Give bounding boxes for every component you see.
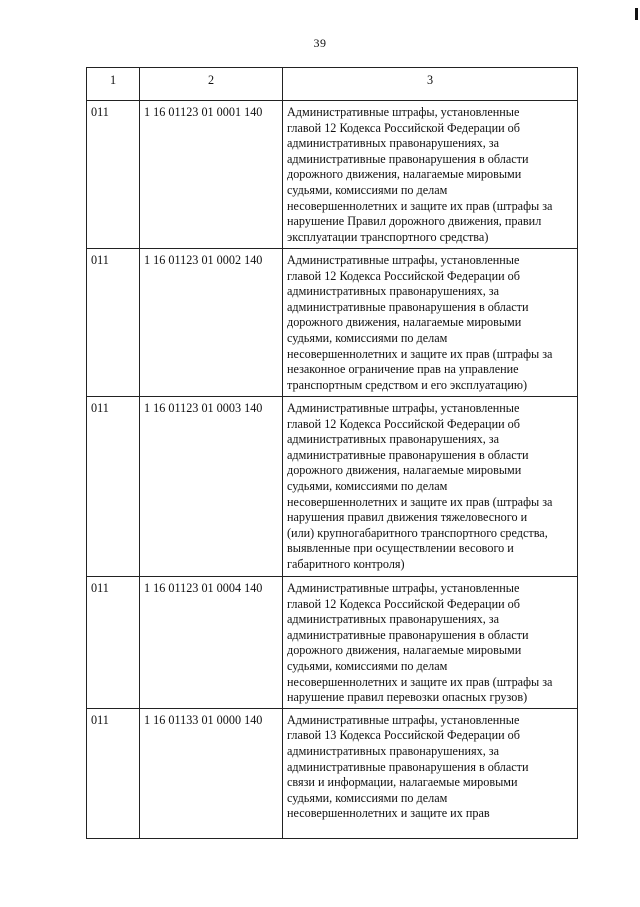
description-line: Административные штрафы, установленные bbox=[287, 401, 520, 415]
description-line: административные правонарушения в области bbox=[287, 447, 529, 462]
row-description bbox=[283, 249, 578, 397]
description-line: Административные штрафы, установленные bbox=[287, 712, 520, 727]
description-line: нарушение Правил дорожного движения, правил bbox=[287, 214, 542, 229]
description-line: административные правонарушения в области bbox=[287, 299, 529, 314]
description-line: несовершеннолетних и защите их прав (штрафы за bbox=[287, 494, 553, 509]
table-header-row bbox=[87, 68, 578, 101]
description-line: административных правонарушениях, за bbox=[287, 432, 500, 447]
description-line: габаритного контроля) bbox=[287, 556, 405, 571]
description-line: административные правонарушения в области bbox=[287, 759, 529, 774]
row-kbk: 1 16 01123 01 0002 140 bbox=[140, 249, 283, 397]
row-kbk: 1 16 01123 01 0004 140 bbox=[140, 577, 283, 709]
row-code: 011 bbox=[87, 101, 140, 249]
table-row bbox=[87, 101, 578, 249]
description-line: эксплуатации транспортного средства) bbox=[287, 229, 489, 244]
description-line: главой 12 Кодекса Российской Федерации об bbox=[287, 416, 520, 431]
description-line: несовершеннолетних и защите их прав (штрафы за bbox=[287, 346, 553, 361]
header-col-1: 1 bbox=[87, 68, 140, 101]
budget-codes-table bbox=[86, 67, 578, 839]
description-line: главой 12 Кодекса Российской Федерации об bbox=[287, 596, 520, 611]
description-line: дорожного движения, налагаемые мировыми bbox=[287, 315, 522, 330]
row-code: 011 bbox=[87, 708, 140, 838]
scan-edge-mark bbox=[635, 8, 638, 20]
row-code: 011 bbox=[87, 249, 140, 397]
row-kbk: 1 16 01133 01 0000 140 bbox=[140, 708, 283, 838]
description-line: транспортным средством и его эксплуатацию) bbox=[287, 377, 528, 392]
description-line: административных правонарушениях, за bbox=[287, 284, 500, 299]
description-line: главой 13 Кодекса Российской Федерации об bbox=[287, 728, 520, 743]
row-description bbox=[283, 708, 578, 838]
page-number: 39 bbox=[313, 36, 327, 50]
description-line: Административные штрафы, установленные bbox=[287, 581, 520, 595]
description-line: административные правонарушения в области bbox=[287, 151, 529, 166]
description-line: судьями, комиссиями по делам bbox=[287, 330, 448, 345]
description-line: судьями, комиссиями по делам bbox=[287, 658, 448, 673]
description-line: дорожного движения, налагаемые мировыми bbox=[287, 643, 522, 658]
row-code: 011 bbox=[87, 397, 140, 577]
header-col-2: 2 bbox=[140, 68, 283, 101]
description-line: несовершеннолетних и защите их прав (штрафы за bbox=[287, 198, 553, 213]
description-line: главой 12 Кодекса Российской Федерации об bbox=[287, 120, 520, 135]
row-description bbox=[283, 101, 578, 249]
description-line: Административные штрафы, установленные bbox=[287, 105, 520, 119]
row-description bbox=[283, 397, 578, 577]
description-line: нарушения правил движения тяжеловесного и bbox=[287, 510, 528, 525]
row-description bbox=[283, 577, 578, 709]
table-row bbox=[87, 397, 578, 577]
description-line: административных правонарушениях, за bbox=[287, 743, 500, 758]
table-row bbox=[87, 249, 578, 397]
table-row bbox=[87, 577, 578, 709]
row-kbk: 1 16 01123 01 0003 140 bbox=[140, 397, 283, 577]
description-line: Административные штрафы, установленные bbox=[287, 253, 520, 267]
description-line: административных правонарушениях, за bbox=[287, 612, 500, 627]
description-line: несовершеннолетних и защите их прав bbox=[287, 806, 490, 821]
description-line: незаконное ограничение прав на управление bbox=[287, 362, 519, 377]
description-line: главой 12 Кодекса Российской Федерации об bbox=[287, 268, 520, 283]
description-line: административные правонарушения в области bbox=[287, 627, 529, 642]
description-line: судьями, комиссиями по делам bbox=[287, 790, 448, 805]
description-line: судьями, комиссиями по делам bbox=[287, 182, 448, 197]
description-line: судьями, комиссиями по делам bbox=[287, 478, 448, 493]
description-line: нарушение правил перевозки опасных грузов) bbox=[287, 690, 528, 705]
row-kbk: 1 16 01123 01 0001 140 bbox=[140, 101, 283, 249]
description-line: дорожного движения, налагаемые мировыми bbox=[287, 463, 522, 478]
description-line: выявленные при осуществлении весового и bbox=[287, 541, 514, 556]
description-line: дорожного движения, налагаемые мировыми bbox=[287, 167, 522, 182]
header-col-3: 3 bbox=[283, 68, 578, 101]
row-code: 011 bbox=[87, 577, 140, 709]
description-line: административных правонарушениях, за bbox=[287, 136, 500, 151]
description-line: связи и информации, налагаемые мировыми bbox=[287, 775, 518, 790]
table-row bbox=[87, 708, 578, 838]
description-line: (или) крупногабаритного транспортного средства, bbox=[287, 525, 548, 540]
description-line: несовершеннолетних и защите их прав (штрафы за bbox=[287, 674, 553, 689]
